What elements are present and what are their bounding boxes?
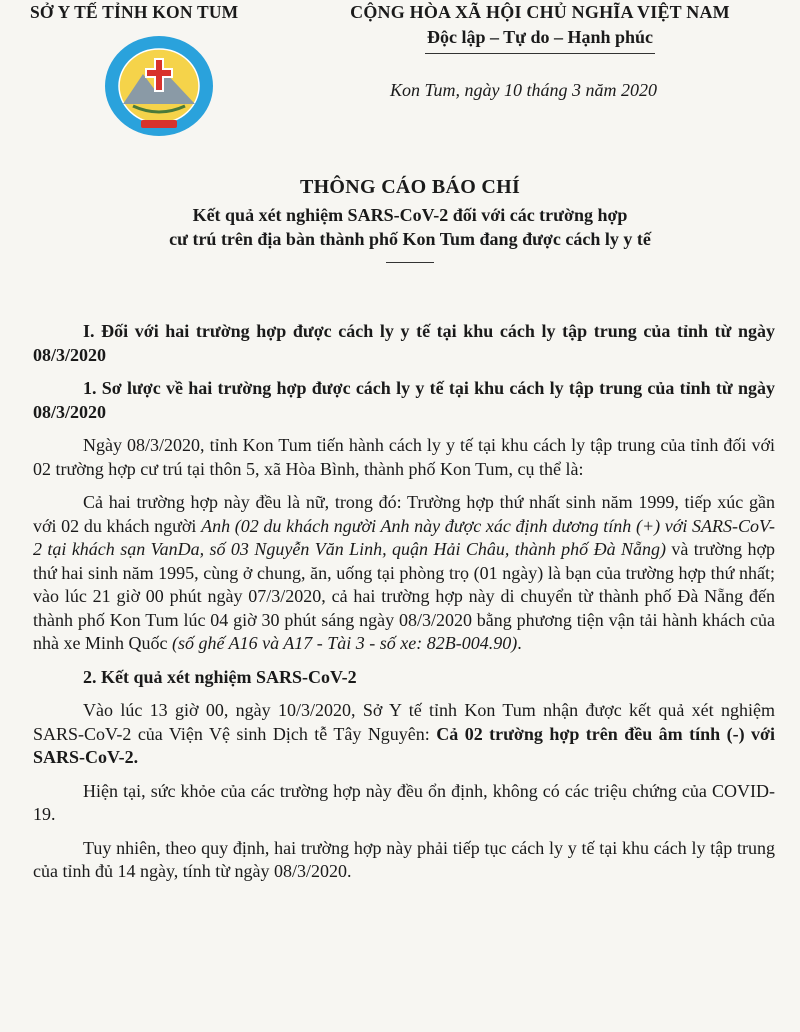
title-rule [386, 262, 434, 263]
paragraph-1: Ngày 08/3/2020, tỉnh Kon Tum tiến hành cách ly y tế tại khu cách ly tập trung của tỉnh đối với 02 trường hợp cư trú tại thôn 5, xã Hòa Bình, thành phố Kon Tum, cụ thể là: [33, 435, 775, 479]
paragraph-3-part-a: Vào lúc 13 giờ 00, ngày 10/3/2020, Sở Y tế tỉnh Kon Tum nhận được kết quả xét nghiệm SARS-CoV-2 của Viện Vệ sinh Dịch tễ Tây Nguyên: [33, 700, 775, 744]
paragraph-5: Tuy nhiên, theo quy định, hai trường hợp này phải tiếp tục cách ly y tế tại khu cách ly tập trung của tỉnh đủ 14 ngày, tính từ ngày 08/3/2020. [33, 837, 775, 881]
paragraph-3-bold-b: Cả 02 trường hợp trên đều âm tính (-) với SARS-CoV-2. [33, 723, 775, 767]
issuing-agency: SỞ Y TẾ TỈNH KON TUM [30, 2, 239, 22]
nation-name: CỘNG HÒA XÃ HỘI CHỦ NGHĨA VIỆT NAM [350, 2, 730, 22]
document-heading: THÔNG CÁO BÁO CHÍ [299, 176, 521, 198]
title-block [40, 176, 780, 263]
paragraph-3 [33, 699, 775, 770]
paragraph-2-part-c: và trường hợp thứ hai sinh năm 1995, cùng ở chung, ăn, uống tại phòng trọ (01 ngày) là bạn của trường hợp thứ nhất; vào lúc 21 giờ 00 phút ngày 07/3/2020, cả hai trường hợp này di chuyển từ thành phố Đà Nẵng đến thành phố Kon Tum lúc 04 giờ 30 phút sáng ngày 08/3/2020 bằng phương tiện vận tải hành khách của nhà xe Minh Quốc [33, 539, 775, 653]
subsection-1-heading: 1. Sơ lược về hai trường hợp được cách ly y tế tại khu cách ly tập trung của tỉnh từ ngày 08/3/2020 [33, 378, 775, 422]
subsection-2-heading: 2. Kết quả xét nghiệm SARS-CoV-2 [83, 666, 357, 687]
document-subtitle-line-1: Kết quả xét nghiệm SARS-CoV-2 đối với các trường hợp [192, 205, 628, 225]
motto-underline [425, 53, 655, 54]
paragraph-2-italic-d: (số ghế A16 và A17 - Tài 3 - số xe: 82B-004.90) [171, 633, 518, 653]
national-header [300, 2, 780, 54]
paragraph-4: Hiện tại, sức khỏe của các trường hợp này đều ổn định, không có các triệu chứng của COVID-19. [33, 780, 775, 824]
paragraph-2 [33, 491, 775, 656]
national-motto: Độc lập – Tự do – Hạnh phúc [426, 27, 654, 47]
paragraph-2-part-a: Cả hai trường hợp này đều là nữ, trong đó: Trường hợp thứ nhất sinh năm 1999, tiếp xúc gần với 02 du khách người [33, 492, 775, 536]
paragraph-2-italic-b: Anh (02 du khách người Anh này được xác định dương tính (+) với SARS-CoV-2 tại khách sạn VanDa, số 03 Nguyễn Văn Linh, quận Hải Châu, thành phố Đà Nẵng) [33, 515, 775, 559]
section-1-heading: I. Đối với hai trường hợp được cách ly y tế tại khu cách ly tập trung của tỉnh từ ngày 08/3/2020 [33, 321, 775, 365]
paragraph-2-part-e: . [517, 633, 522, 653]
place-and-date: Kon Tum, ngày 10 tháng 3 năm 2020 [390, 80, 658, 100]
document-body [33, 320, 775, 894]
health-department-seal-icon [103, 34, 215, 138]
document-subtitle-line-2: cư trú trên địa bàn thành phố Kon Tum đang được cách ly y tế [169, 229, 651, 249]
